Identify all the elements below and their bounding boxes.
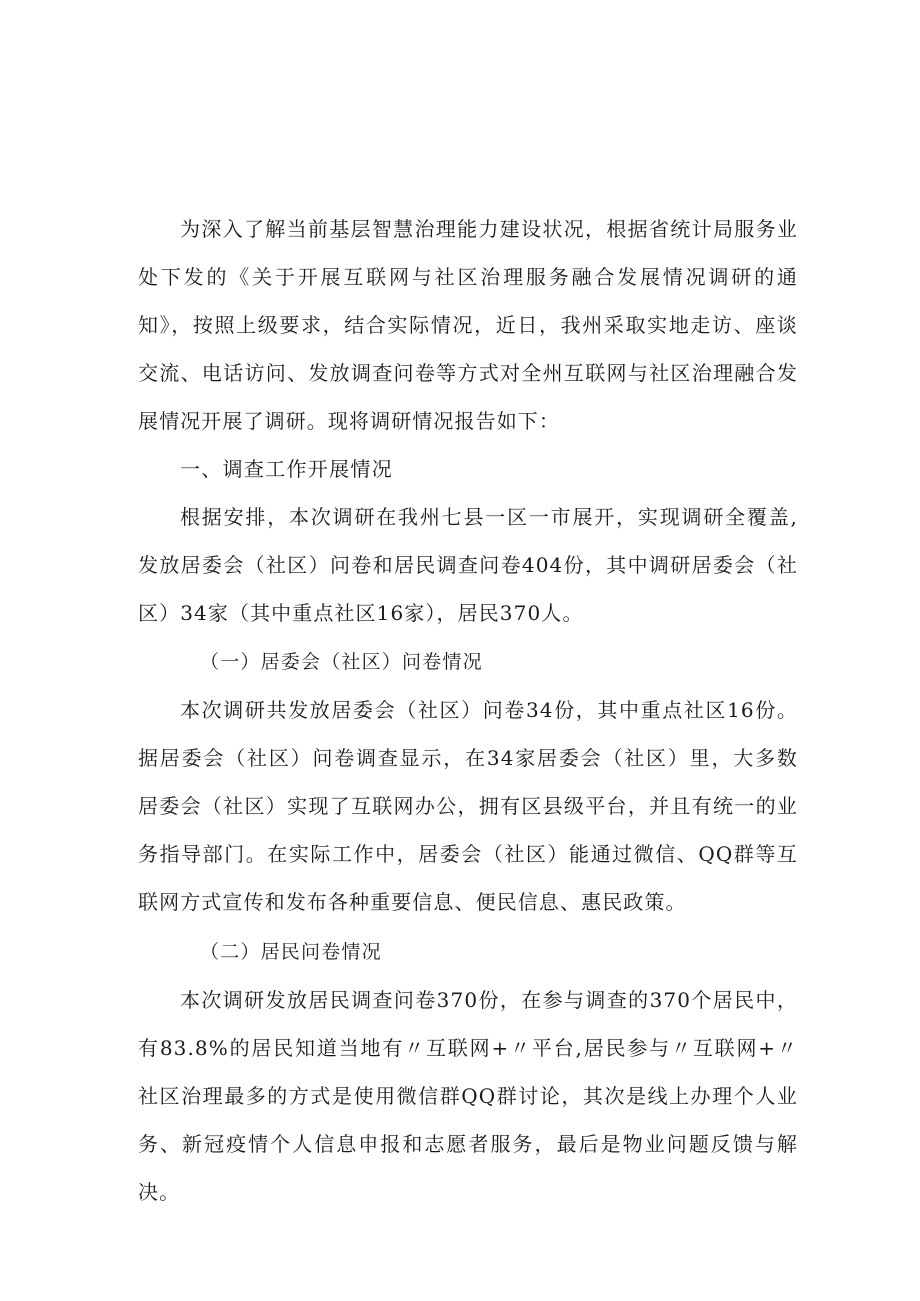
intro-paragraph: 为深入了解当前基层智慧治理能力建设状况，根据省统计局服务业处下发的《关于开展互联网与社区治理服务融合发展情况调研的通知》，按照上级要求，结合实际情况，近日，我州采取实地走访、座谈交流、电话访问、发放调查问卷等方式对全州互联网与社区治理融合发展情况开展了调研。现将调研情况报告如下： [138,217,798,433]
subsection-1-paragraph: 本次调研共发放居委会（社区）问卷34份，其中重点社区16份。据居委会（社区）问卷调查显示，在34家居委会（社区）里，大多数居委会（社区）实现了互联网办公，拥有区县级平台，并且有统一的业务指导部门。在实际工作中，居委会（社区）能通过微信、QQ群等互联网方式宣传和发布各种重要信息、便民信息、惠民政策。 [138,698,798,914]
section-heading-1: 一、调查工作开展情况 [180,457,393,481]
section-1-paragraph: 根据安排，本次调研在我州七县一区一市展开，实现调研全覆盖,发放居委会（社区）问卷和居民调查问卷404份，其中调研居委会（社区）34家（其中重点社区16家），居民370人。 [138,505,798,625]
subsection-2-paragraph: 本次调研发放居民调查问卷370份，在参与调查的370个居民中，有83.8%的居民知道当地有〃互联网+〃平台,居民参与〃互联网+〃社区治理最多的方式是使用微信群QQ群讨论，其次是线上办理个人业务、新冠疫情个人信息申报和志愿者服务，最后是物业问题反馈与解决。 [138,988,798,1204]
subsection-heading-2: （二）居民问卷情况 [200,941,382,963]
subsection-heading-1: （一）居委会（社区）问卷情况 [200,651,483,673]
